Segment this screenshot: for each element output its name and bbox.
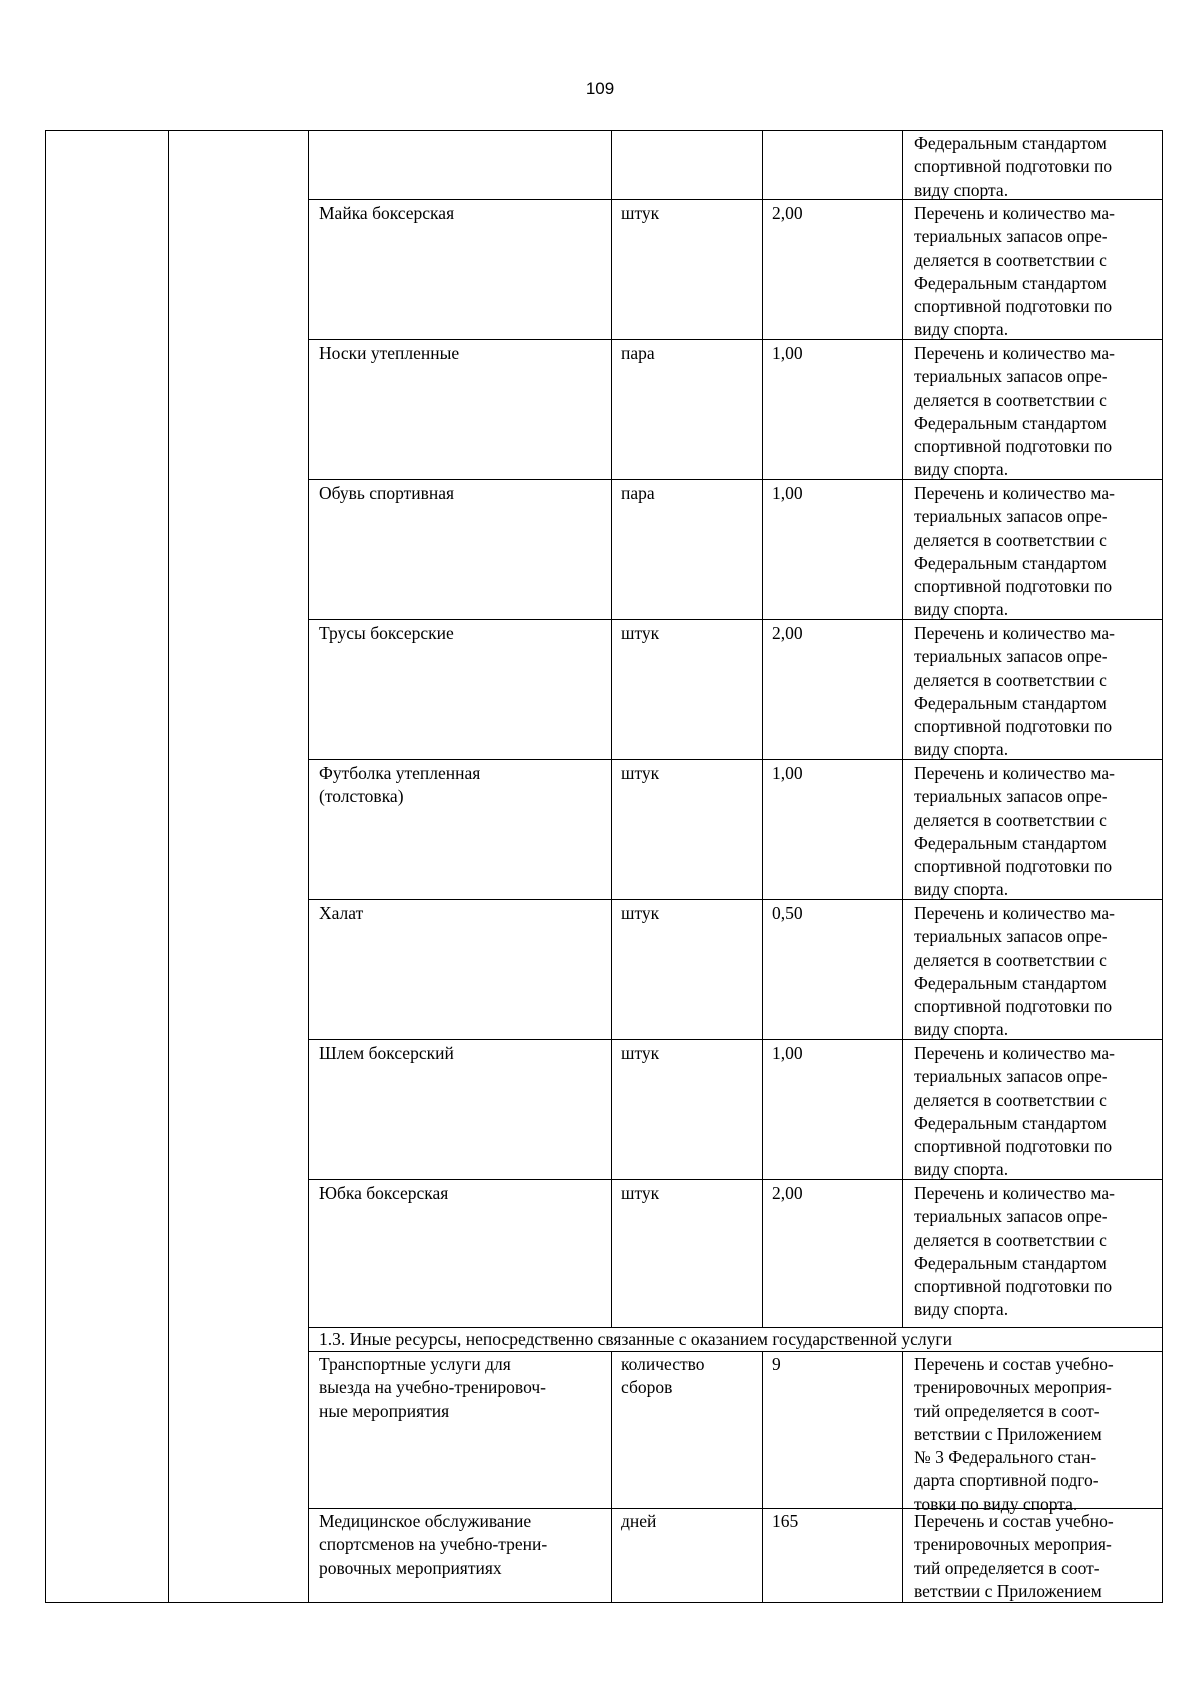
item-name: Халат [319,903,364,923]
item-unit: дней [621,1511,657,1531]
item-unit: штук [621,203,660,223]
note-cell: Перечень и состав учебно- тренировочных мероприя- тий определяется в соот- ветствии с Приложением № 3 Федерального стан- дарта спортивной подго- товки по виду спорта. [914,1354,1114,1514]
column-divider [902,1351,903,1602]
note-cell: Перечень и состав учебно- тренировочных мероприя- тий определяется в соот- ветствии с Приложением [914,1511,1114,1601]
note-cell: Перечень и количество ма- териальных запасов опре- деляется в соответствии с Федеральным стандартом спортивной подготовки по виду спорта. [914,1183,1115,1320]
column-divider [902,131,903,1327]
item-qty: 1,00 [772,483,803,503]
note-cell: Федеральным стандартом спортивной подготовки по виду спорта. [914,133,1113,200]
item-qty: 1,00 [772,343,803,363]
item-unit: пара [621,483,655,503]
column-divider [611,131,612,1327]
item-unit: штук [621,1043,660,1063]
column-divider [308,131,309,1602]
item-qty: 0,50 [772,903,803,923]
item-unit: штук [621,1183,660,1203]
item-qty: 2,00 [772,623,803,643]
item-unit: количество сборов [621,1354,705,1398]
note-cell: Перечень и количество ма- териальных запасов опре- деляется в соответствии с Федеральным стандартом спортивной подготовки по виду спорта. [914,623,1115,760]
column-divider [762,131,763,1327]
note-cell: Перечень и количество ма- териальных запасов опре- деляется в соответствии с Федеральным стандартом спортивной подготовки по виду спорта. [914,203,1115,340]
column-divider [762,1351,763,1602]
item-qty: 165 [772,1511,799,1531]
item-qty: 2,00 [772,1183,803,1203]
note-cell: Перечень и количество ма- териальных запасов опре- деляется в соответствии с Федеральным стандартом спортивной подготовки по виду спорта. [914,1043,1115,1180]
item-qty: 2,00 [772,203,803,223]
row-divider [308,1351,1162,1352]
item-qty: 1,00 [772,763,803,783]
item-qty: 1,00 [772,1043,803,1063]
column-divider [611,1351,612,1602]
item-unit: пара [621,343,655,363]
item-qty: 9 [772,1354,781,1374]
item-unit: штук [621,763,660,783]
item-name: Обувь спортивная [319,483,455,503]
page-number: 109 [585,79,615,98]
item-name: Транспортные услуги для выезда на учебно-тренировоч- ные мероприятия [319,1354,546,1421]
column-divider [168,131,169,1602]
note-cell: Перечень и количество ма- териальных запасов опре- деляется в соответствии с Федеральным стандартом спортивной подготовки по виду спорта. [914,343,1115,480]
note-cell: Перечень и количество ма- териальных запасов опре- деляется в соответствии с Федеральным стандартом спортивной подготовки по виду спорта. [914,903,1115,1040]
note-cell: Перечень и количество ма- териальных запасов опре- деляется в соответствии с Федеральным стандартом спортивной подготовки по виду спорта. [914,483,1115,620]
item-name: Футболка утепленная (толстовка) [319,763,481,807]
item-name: Медицинское обслуживание спортсменов на учебно-трени- ровочных мероприятиях [319,1511,548,1578]
resources-table [45,130,1163,1603]
note-cell: Перечень и количество ма- териальных запасов опре- деляется в соответствии с Федеральным стандартом спортивной подготовки по виду спорта. [914,763,1115,900]
item-unit: штук [621,903,660,923]
item-name: Юбка боксерская [319,1183,449,1203]
item-name: Трусы боксерские [319,623,454,643]
item-name: Майка боксерская [319,203,455,223]
section-title: 1.3. Иные ресурсы, непосредственно связанные с оказанием государственной услуги [319,1329,952,1349]
item-name: Носки утепленные [319,343,460,363]
item-unit: штук [621,623,660,643]
item-name: Шлем боксерский [319,1043,454,1063]
